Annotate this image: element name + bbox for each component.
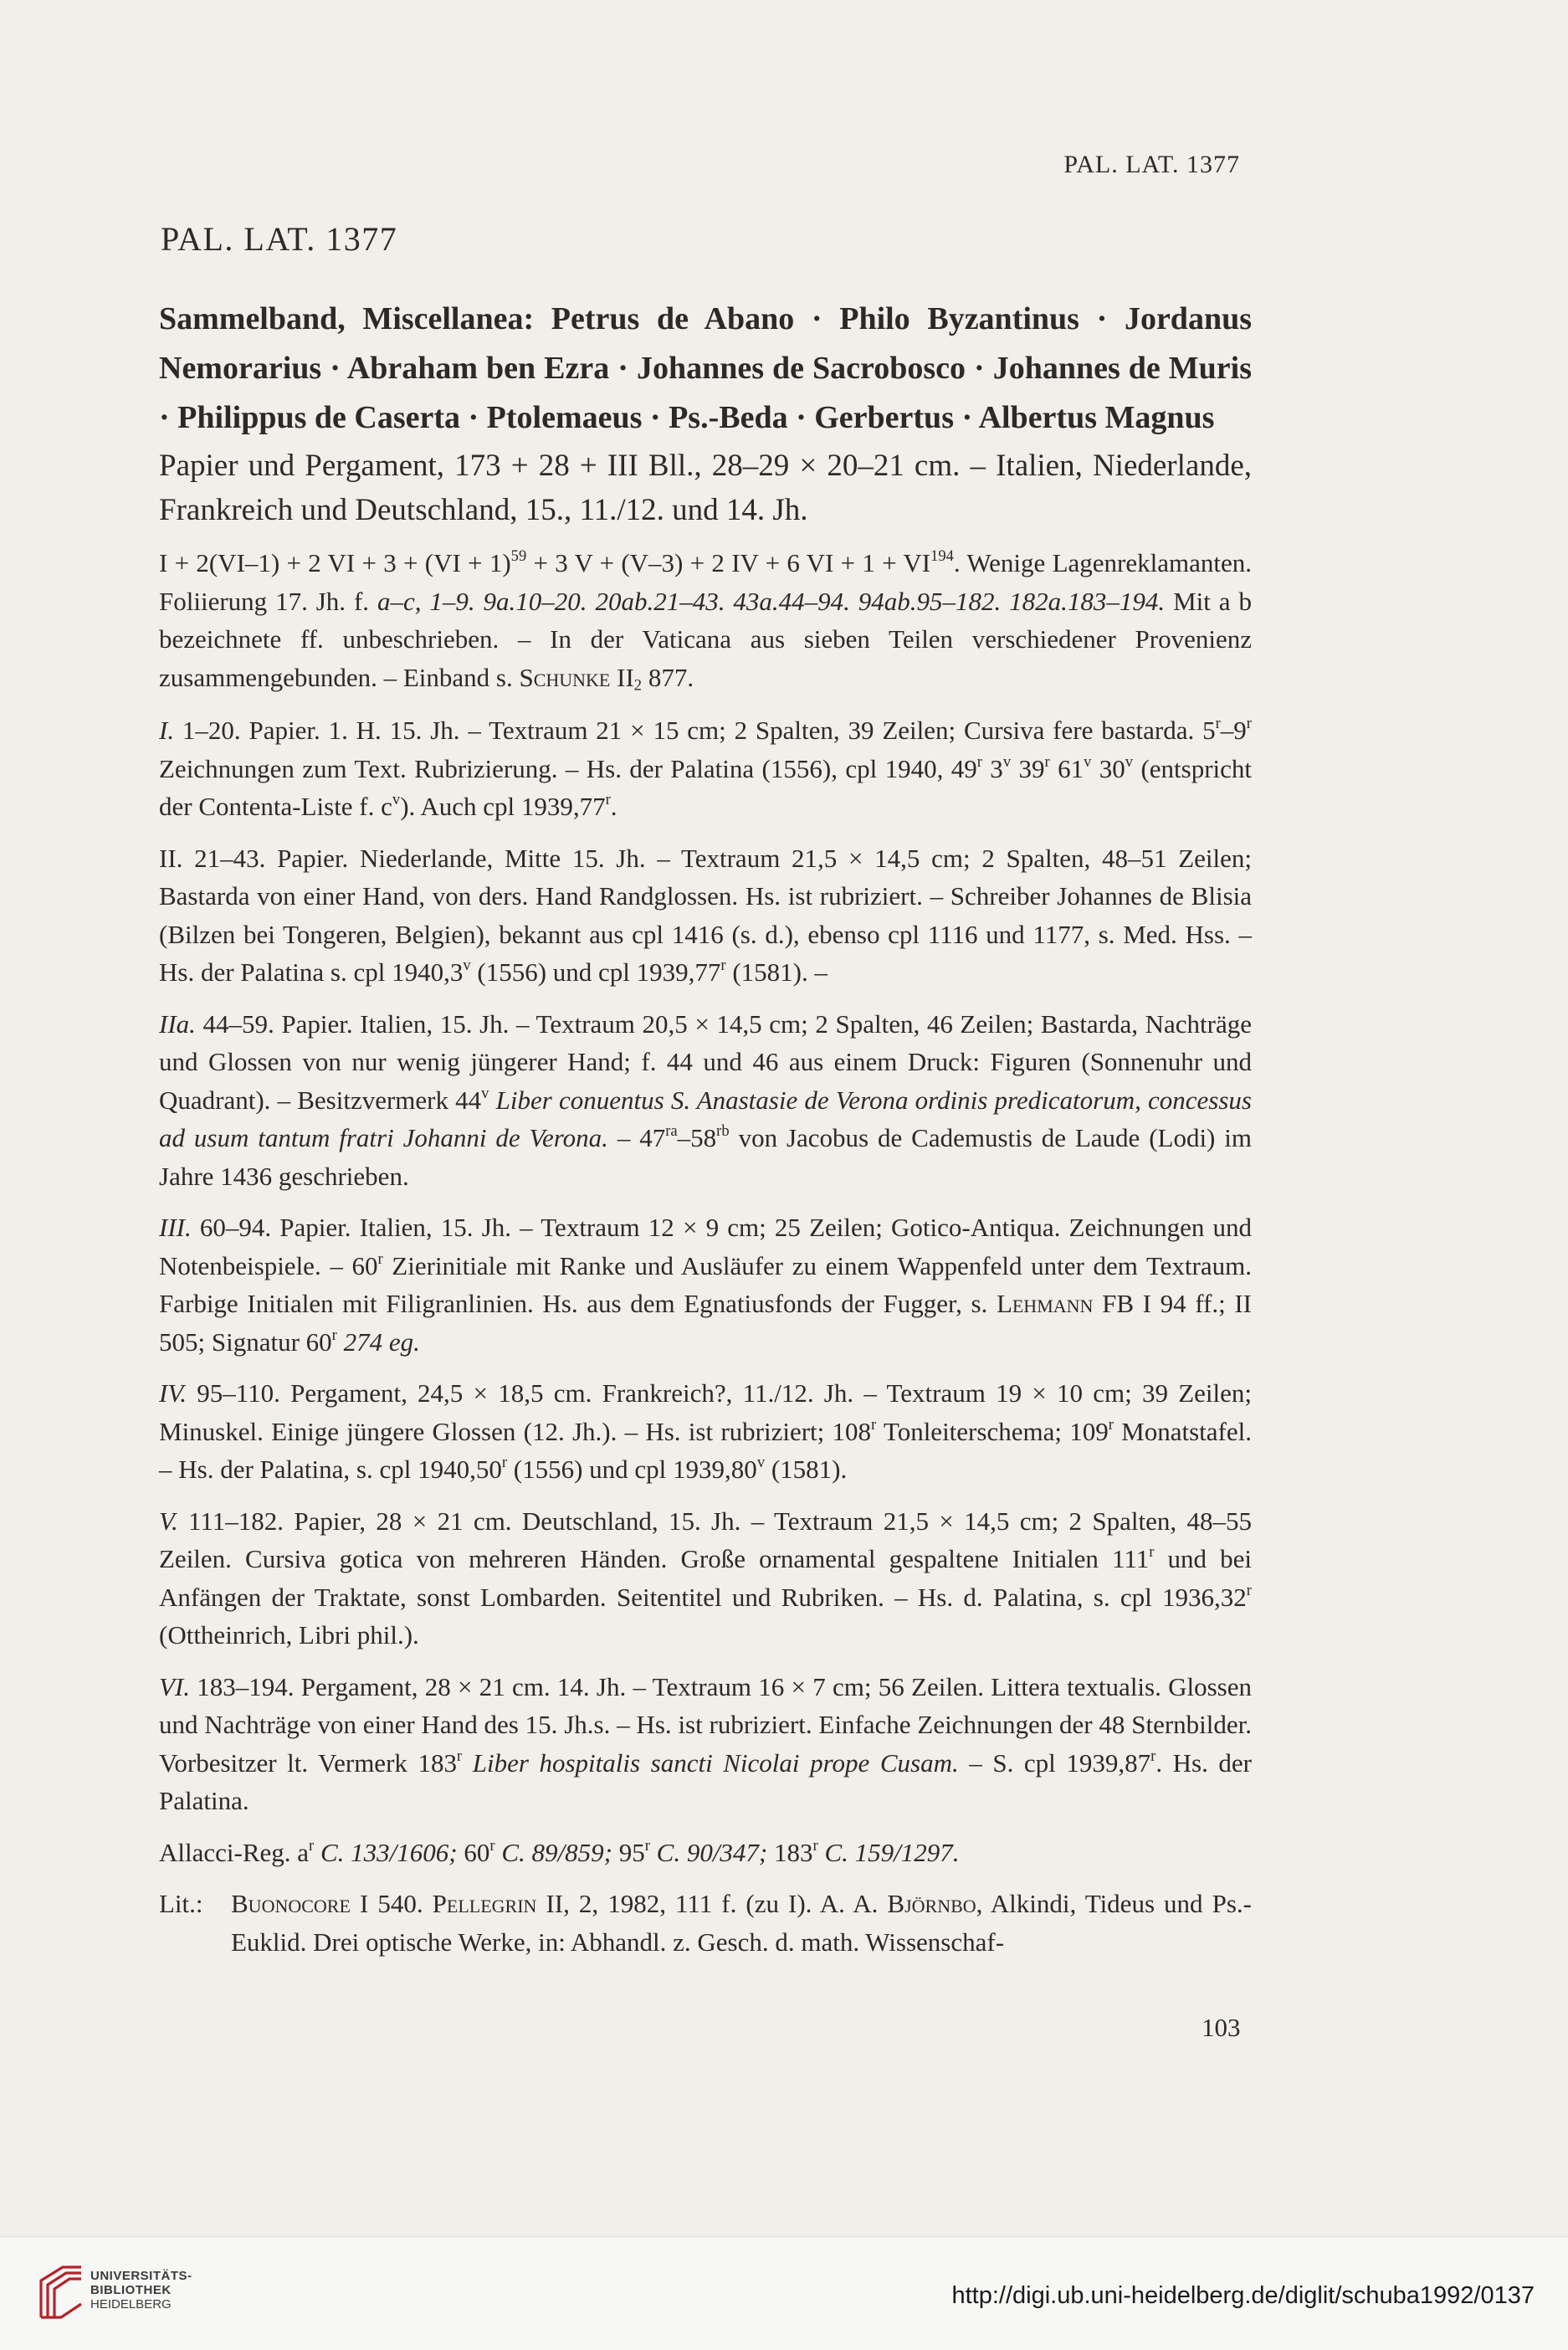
literature-paragraph: Lit.: Buonocore I 540. Pellegrin II, 2, 1982, 111 f. (zu I). A. A. Björnbo, Alkindi, Tideus und Ps.-Euklid. Drei optische Werke, in: Abhandl. z. Gesch. d. math. Wissenschaf- <box>159 1885 1252 1961</box>
section-i: I. 1–20. Papier. 1. H. 15. Jh. – Textraum 21 × 15 cm; 2 Spalten, 39 Zeilen; Cursiva fere bastarda. 5$^r$–9$^r$ Zeichnungen zum Text. Rubrizierung. – Hs. der Palatina (1556), cpl 1940, 49$^r$ 3$^v$ 39$^r$ 61$^v$ 30$^v$ (entspricht der Contenta-Liste f. $c^v$). Auch cpl 1939,77$^r$. <box>159 714 1253 821</box>
section-iv: IV. 95–110. Pergament, 24,5 × 18,5 cm. Frankreich?, 11./12. Jh. – Textraum 19 × 10 cm; 39 Zeilen; Minuskel. Einige jüngere Glossen (12. Jh.). – Hs. ist rubriziert; 108$^r$ Tonleiterschema; 109$^r$ Monatstafel. – Hs. der Palatina, s. cpl 1940,50$^r$ (1556) und cpl 1939,80$^v$ (1581). <box>159 1378 1252 1484</box>
section-vi: VI. 183–194. Pergament, 28 × 21 cm. 14. Jh. – Textraum 16 × 7 cm; 56 Zeilen. Littera textualis. Glossen und Nachträge von einer Hand des 15. Jh.s. – Hs. ist rubriziert. Einfache Zeichnungen der 48 Sternbilder. Vorbesitzer lt. Vermerk 183$^r$ Liber hospitalis sancti Nicolai prope Cusam. – S. cpl 1939,87$^r$. Hs. der Palatina. <box>159 1671 1252 1815</box>
description-body <box>159 544 1252 1974</box>
footer-bar <box>0 2236 1568 2350</box>
library-logo-icon <box>38 2262 85 2322</box>
literature-label: Lit.: <box>159 1889 203 1918</box>
section-iii: III. 60–94. Papier. Italien, 15. Jh. – Textraum 12 × 9 cm; 25 Zeilen; Gotico-Antiqua. Zeichnungen und Notenbeispiele. – 60$^r$ Zierinitiale mit Ranke und Ausläufer zu einem Wappenfeld unter dem Textraum. Farbige Initialen mit Filigranlinien. Hs. aus dem Egnatiusfonds der Fugger, s. Lehmann FB I 94 ff.; II 505; Signatur 60$^r$ 274 eg. <box>159 1213 1252 1357</box>
section-iia: IIa. 44–59. Papier. Italien, 15. Jh. – Textraum 20,5 × 14,5 cm; 2 Spalten, 46 Zeilen; Bastarda, Nachträge und Glossen von nur wenig jüngerer Hand; f. 44 und 46 aus einem Druck: Figuren (Sonnenuhr und Quadrant). – Besitzvermerk 44$^v$ Liber conuentus S. Anastasie de Verona ordinis predicatorum, concessus ad usum tantum fratri Johanni de Verona. – $47^{ra}-58^{rb}$ von Jacobus de Cademustis de Laude (Lodi) im Jahre 1436 geschrieben. <box>159 1008 1252 1191</box>
allacci-register: Allacci-Reg. $a^r$ C. 133/1606; 60$^r$ C. 89/859; 95$^r$ C. 90/347; 183$^r$ C. 159/1297. <box>159 1836 960 1867</box>
physical-description: Papier und Pergament, 173 + 28 + III Bll., 28–29 × 20–21 cm. – Italien, Niederlande, Frankreich und Deutschland, 15., 11./12. und 14. Jh. <box>159 449 1252 527</box>
shelfmark-heading: PAL. LAT. 1377 <box>161 220 398 258</box>
page-number: 103 <box>1202 2013 1241 2042</box>
running-head: PAL. LAT. 1377 <box>1063 151 1240 178</box>
section-ii: II. 21–43. Papier. Niederlande, Mitte 15. Jh. – Textraum 21,5 × 14,5 cm; 2 Spalten, 48–51 Zeilen; Bastarda von einer Hand, von ders. Hand Randglossen. Hs. ist rubriziert. – Schreiber Johannes de Blisia (Bilzen bei Tongeren, Belgien), bekannt aus cpl 1416 (s. d.), ebenso cpl 1116 und 1177, s. Med. Hss. – Hs. der Palatina s. cpl 1940,3$^v$ (1556) und cpl 1939,77$^r$ (1581). – <box>159 843 1252 987</box>
library-logo-text: UNIVERSITÄTS- BIBLIOTHEK HEIDELBERG <box>90 2269 192 2312</box>
collation-paragraph: I + 2(VI–1) + 2 VI + 3 + (VI + 1)$^{59}$ + 3 V + (V–3) + 2 IV + 6 VI + $1 + VI^{194}$. Wenige Lagenreklamanten. Foliierung 17. Jh. f. a–c, 1–9. 9a.10–20. 20ab.21–43. 43a.44–94. 94ab.95–182. 182a.183–194. Mit a b bezeichnete ff. unbeschrieben. – In der Vaticana aus sieben Teilen verschiedener Provenienz zusammengebunden. – Einband s. Schunke $II_2$ 877. <box>159 546 1252 695</box>
permalink-url[interactable]: http://digi.ub.uni-heidelberg.de/diglit/schuba1992/0137 <box>951 2282 1535 2309</box>
section-v: V. 111–182. Papier, 28 × 21 cm. Deutschland, 15. Jh. – Textraum 21,5 × 14,5 cm; 2 Spalten, 48–55 Zeilen. Cursiva gotica von mehreren Händen. Große ornamental gespaltene Initialen 111$^r$ und bei Anfängen der Traktate, sonst Lombarden. Seitentitel und Rubriken. – Hs. d. Palatina, s. cpl 1936,32$^r$ (Ottheinrich, Libri phil.). <box>159 1506 1253 1650</box>
manuscript-title: Sammelband, Miscellanea: Petrus de Abano · Philo Byzantinus · Jordanus Nemorarius · Abraham ben Ezra · Johannes de Sacrobosco · Johannes de Muris · Philippus de Caserta · Ptolemaeus · Ps.-Beda · Gerbertus · Albertus Magnus <box>159 301 1252 435</box>
